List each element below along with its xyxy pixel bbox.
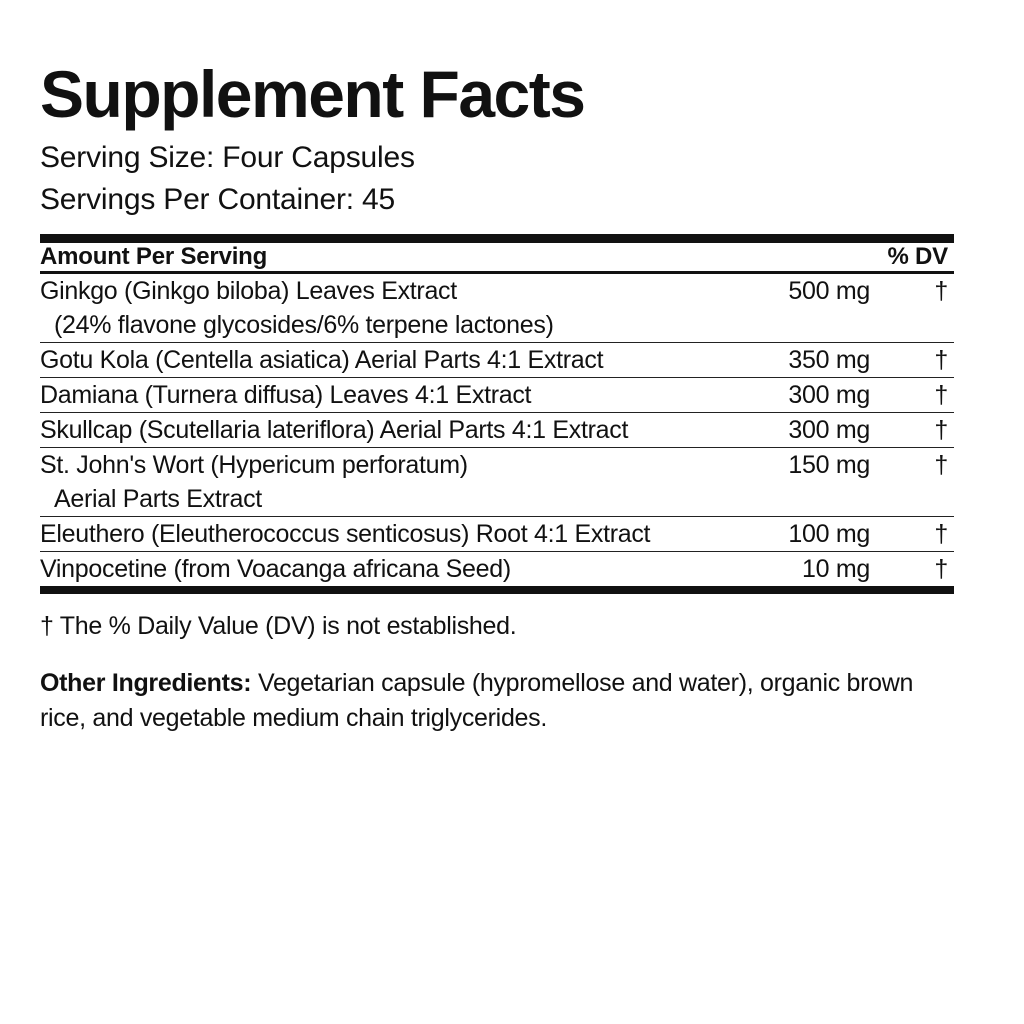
other-ingredients-text: Vegetarian capsule (hypromellose and water), organic brown rice, and vegetable medium chain triglycerides.: [40, 668, 914, 733]
ingredient-amount: 150 mg: [788, 451, 870, 480]
ingredient-name: [40, 448, 680, 516]
table-row: [40, 448, 954, 516]
ingredient-amount: 300 mg: [788, 416, 870, 445]
ingredient-dv: †: [934, 451, 948, 480]
ingredient-name: Eleuthero (Eleutherococcus senticosus) Root 4:1 Extract: [40, 520, 651, 549]
ingredient-dv: †: [934, 416, 948, 445]
ingredient-subtext: Aerial Parts Extract: [54, 485, 262, 514]
ingredient-name: Damiana (Turnera diffusa) Leaves 4:1 Extract: [40, 381, 532, 410]
table-row: [40, 378, 954, 412]
ingredient-subtext: (24% flavone glycosides/6% terpene lactones): [54, 311, 554, 340]
ingredient-dv: †: [934, 346, 948, 375]
ingredient-name: Vinpocetine (from Voacanga africana Seed): [40, 555, 511, 584]
supplement-facts-panel: [40, 57, 954, 737]
ingredient-name: [40, 274, 680, 342]
serving-size-line: Serving Size: Four Capsules: [40, 141, 415, 175]
daily-value-footnote: † The % Daily Value (DV) is not established.: [40, 612, 517, 641]
ingredient-amount: 350 mg: [788, 346, 870, 375]
divider-top-thick: [40, 234, 954, 243]
ingredient-dv: †: [934, 381, 948, 410]
ingredient-dv: †: [934, 520, 948, 549]
ingredient-name: Gotu Kola (Centella asiatica) Aerial Parts 4:1 Extract: [40, 346, 604, 375]
header-amount-spacer: [680, 243, 870, 271]
other-ingredients: [40, 666, 954, 737]
table-header-row: [40, 243, 954, 271]
ingredient-amount: 100 mg: [788, 520, 870, 549]
other-ingredients-label: Other Ingredients:: [40, 668, 252, 697]
table-row: [40, 413, 954, 447]
header-percent-dv: % DV: [887, 243, 948, 271]
ingredient-dv: †: [934, 555, 948, 584]
ingredient-amount: 300 mg: [788, 381, 870, 410]
ingredient-name-text: Ginkgo (Ginkgo biloba) Leaves Extract: [40, 277, 457, 306]
ingredient-name-text: St. John's Wort (Hypericum perforatum): [40, 451, 468, 480]
header-amount-per-serving: Amount Per Serving: [40, 243, 268, 271]
ingredient-amount: 500 mg: [788, 277, 870, 306]
divider-bottom-thick: [40, 586, 954, 594]
nutrition-table: [40, 243, 954, 586]
table-row: [40, 343, 954, 377]
ingredient-name: Skullcap (Scutellaria lateriflora) Aerial Parts 4:1 Extract: [40, 416, 629, 445]
ingredient-dv: †: [934, 277, 948, 306]
table-row: [40, 552, 954, 586]
table-row: [40, 517, 954, 551]
table-row: [40, 274, 954, 342]
ingredient-amount: 10 mg: [802, 555, 870, 584]
servings-per-container-line: Servings Per Container: 45: [40, 182, 395, 216]
page-title: Supplement Facts: [40, 57, 585, 131]
